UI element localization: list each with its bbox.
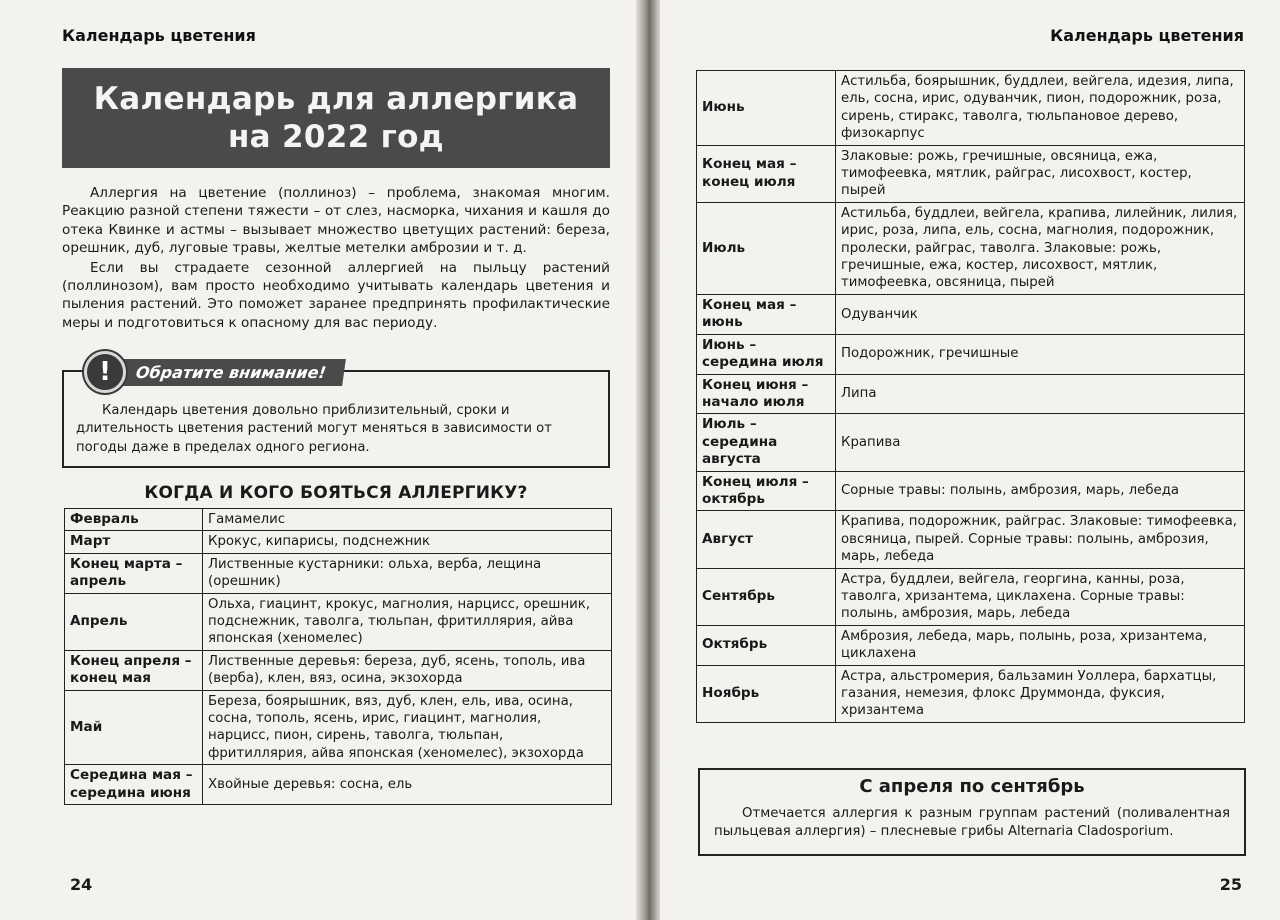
plants-cell: Лиственные кустарники: ольха, верба, лещина (орешник): [203, 553, 612, 593]
calendar-table-left: [64, 508, 612, 805]
period-cell: Март: [65, 531, 203, 553]
title-line-1: Календарь для аллергика: [93, 81, 579, 117]
plants-cell: Гамамелис: [203, 509, 612, 531]
period-cell: Конец марта – апрель: [65, 553, 203, 593]
table-row: [697, 665, 1245, 722]
period-cell: Конец мая – июнь: [697, 294, 836, 334]
table-row: [697, 294, 1245, 334]
running-head-right: Календарь цветения: [1050, 26, 1244, 45]
period-cell: Апрель: [65, 593, 203, 650]
plants-cell: Береза, боярышник, вяз, дуб, клен, ель, ива, осина, сосна, тополь, ясень, ирис, гиацинт, магнолия, нарцисс, пион, сирень, таволга, тюльпан, фритиллярия, айва японская (хеномелес), экзохорда: [203, 690, 612, 765]
period-cell: Конец июня – начало июля: [697, 374, 836, 414]
plants-cell: Подорожник, гречишные: [836, 334, 1245, 374]
table-row: [65, 593, 612, 650]
plants-cell: Астра, буддлеи, вейгела, георгина, канны, роза, таволга, хризантема, циклахена. Сорные травы: полынь, амброзия, марь, лебеда: [836, 568, 1245, 625]
attention-label: Обратите внимание!: [114, 359, 346, 386]
period-cell: Конец июля – октябрь: [697, 471, 836, 511]
period-cell: Июнь – середина июля: [697, 334, 836, 374]
plants-cell: Злаковые: рожь, гречишные, овсяница, ежа, тимофеевка, мятлик, райграс, лисохвост, костер, пырей: [836, 145, 1245, 202]
summary-box: [698, 768, 1246, 856]
page-number-left: 24: [70, 875, 93, 894]
running-head-left: Календарь цветения: [62, 26, 256, 45]
plants-cell: Одуванчик: [836, 294, 1245, 334]
table-row: [697, 568, 1245, 625]
attention-header: [84, 354, 344, 390]
period-cell: Конец мая – конец июля: [697, 145, 836, 202]
plants-cell: Крапива: [836, 414, 1245, 471]
period-cell: Конец апреля – конец мая: [65, 650, 203, 690]
table-row: [697, 145, 1245, 202]
title-line-2: на 2022 год: [227, 119, 445, 155]
plants-cell: Хвойные деревья: сосна, ель: [203, 765, 612, 805]
plants-cell: Лиственные деревья: береза, дуб, ясень, тополь, ива (верба), клен, вяз, осина, экзохорда: [203, 650, 612, 690]
period-cell: Июнь: [697, 71, 836, 146]
plants-cell: Липа: [836, 374, 1245, 414]
table-row: [697, 471, 1245, 511]
summary-text: Отмечается аллергия к разным группам растений (поливалентная пыльцевая аллергия) – плесневые грибы Alternaria Cladosporium.: [714, 806, 1230, 839]
plants-cell: Амброзия, лебеда, марь, полынь, роза, хризантема, циклахена: [836, 625, 1245, 665]
table-row: [697, 334, 1245, 374]
plants-cell: Ольха, гиацинт, крокус, магнолия, нарцисс, орешник, подснежник, таволга, тюльпан, фритиллярия, айва японская (хеномелес): [203, 593, 612, 650]
period-cell: Ноябрь: [697, 665, 836, 722]
summary-title: С апреля по сентябрь: [859, 776, 1085, 797]
intro-paragraph: Если вы страдаете сезонной аллергией на пыльцу растений (поллинозом), вам просто необходимо учитывать календарь цветения и пыления растений. Это поможет заранее предпринять профилактические меры и подготовиться к опасному для вас периоду.: [62, 259, 610, 331]
page-number-right: 25: [1219, 875, 1242, 894]
table-row: [65, 690, 612, 765]
table-row: [65, 650, 612, 690]
period-cell: Февраль: [65, 509, 203, 531]
book-gutter: [636, 0, 660, 920]
calendar-table-right: [696, 70, 1245, 723]
table-row: [65, 765, 612, 805]
table-row: [697, 625, 1245, 665]
period-cell: Середина мая – середина июня: [65, 765, 203, 805]
table-row: [65, 531, 612, 553]
attention-text: Календарь цветения довольно приблизительный, сроки и длительность цветения растений могут меняться в зависимости от погоды даже в пределах одного региона.: [76, 403, 552, 455]
left-page: [0, 0, 636, 920]
table-row: [65, 509, 612, 531]
plants-cell: Крапива, подорожник, райграс. Злаковые: тимофеевка, овсяница, пырей. Сорные травы: полынь, амброзия, марь, лебеда: [836, 511, 1245, 568]
plants-cell: Астра, альстромерия, бальзамин Уоллера, бархатцы, газания, немезия, флокс Друммонда, фуксия, хризантема: [836, 665, 1245, 722]
period-cell: Май: [65, 690, 203, 765]
intro-paragraph: Аллергия на цветение (поллиноз) – проблема, знакомая многим. Реакцию разной степени тяжести – от слез, насморка, чихания и кашля до отека Квинке и астмы – вызывает множество цветущих растений: береза, орешник, дуб, луговые травы, желтые метелки амброзии и т. д.: [62, 185, 610, 257]
title-banner: [62, 68, 610, 168]
table-row: [697, 374, 1245, 414]
table-row: [697, 511, 1245, 568]
period-cell: Июль: [697, 202, 836, 294]
attention-note: [62, 357, 610, 468]
plants-cell: Сорные травы: полынь, амброзия, марь, лебеда: [836, 471, 1245, 511]
period-cell: Июль – середина августа: [697, 414, 836, 471]
table-row: [65, 553, 612, 593]
period-cell: Август: [697, 511, 836, 568]
period-cell: Октябрь: [697, 625, 836, 665]
table-row: [697, 71, 1245, 146]
right-page: [660, 0, 1280, 920]
plants-cell: Астильба, буддлеи, вейгела, крапива, лилейник, лилия, ирис, роза, липа, ель, сосна, магнолия, подорожник, пролески, райграс, таволга. Злаковые: рожь, гречишные, ежа, костер, лисохвост, мятлик, тимофеевка, овсяница, пырей: [836, 202, 1245, 294]
period-cell: Сентябрь: [697, 568, 836, 625]
table-row: [697, 414, 1245, 471]
intro-text: [62, 184, 610, 333]
plants-cell: Крокус, кипарисы, подснежник: [203, 531, 612, 553]
plants-cell: Астильба, боярышник, буддлеи, вейгела, идезия, липа, ель, сосна, ирис, одуванчик, пион, подорожник, роза, сирень, стиракс, таволга, тюльпановое дерево, физокарпус: [836, 71, 1245, 146]
exclamation-icon: !: [84, 351, 126, 393]
table-row: [697, 202, 1245, 294]
section-heading: КОГДА И КОГО БОЯТЬСЯ АЛЛЕРГИКУ?: [144, 483, 528, 503]
